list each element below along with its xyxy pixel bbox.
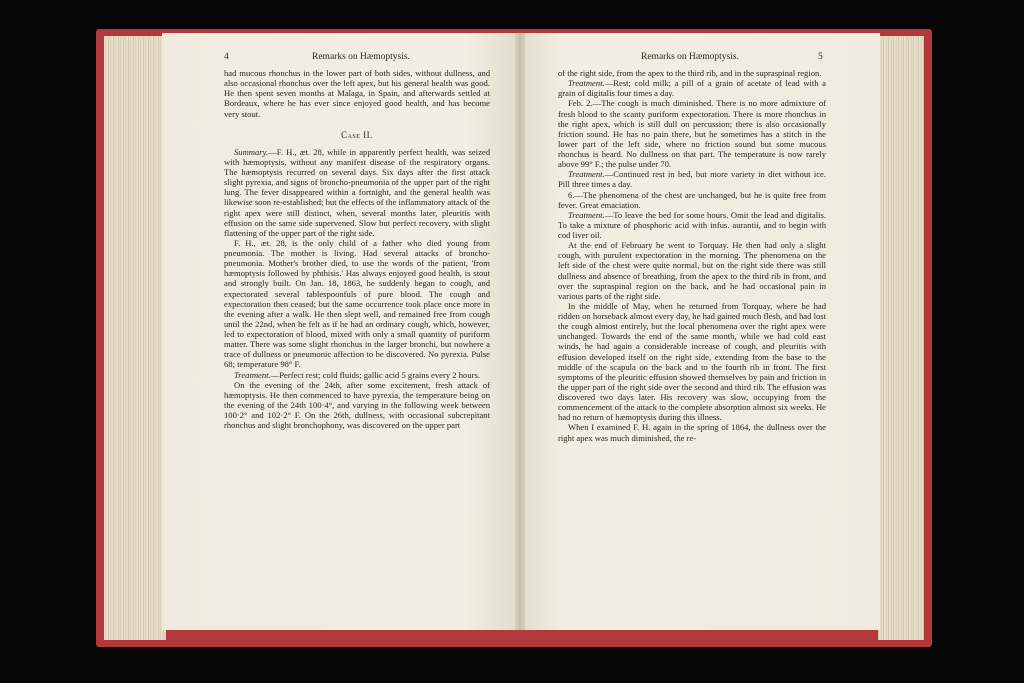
- paragraph: 6.—The phenomena of the chest are unchanged, but he is quite free from fever. Great emaciation.: [558, 189, 826, 210]
- left-running-title: Remarks on Hæmoptysis.: [312, 52, 410, 62]
- right-page-number: 5: [818, 52, 823, 62]
- summary-label: Summary.: [234, 146, 269, 157]
- treatment-label: Treatment.: [568, 78, 605, 89]
- treatment-text: —Rest; cold milk; a pill of a grain of acetate of lead with a grain of digitalis four times a day.: [558, 78, 826, 99]
- left-page-number: 4: [224, 52, 229, 62]
- summary-paragraph: [224, 147, 490, 238]
- left-page-body: [224, 68, 490, 430]
- right-page-body: [558, 68, 826, 443]
- treatment-label: Treatment.: [568, 209, 605, 220]
- book-gutter: [515, 33, 525, 630]
- paragraph: Feb. 2.—The cough is much diminished. There is no more admixture of fresh blood to the scanty puriform expectoration. There is more rhonchus in the right apex, which is still dull on percussion; there is also occasionally friction sound. He has no pain there, but he sometimes has a stitch in the lower part of the left side, where no friction sound but some mucous rhonchus is heard. No dullness on that part. The temperature is now rarely above 99° F.; the pulse under 70.: [558, 98, 826, 170]
- treatment-label: Treatment.: [234, 369, 271, 380]
- treatment-paragraph: [558, 169, 826, 189]
- treatment-paragraph: [224, 370, 490, 380]
- paragraph: had mucous rhonchus in the lower part of both sides, without dullness, and also occasional rhonchus over the left apex, but his general health was good. He then spent seven months at Malaga, in Spain, and afterwards settled at Bordeaux, where he has ever since enjoyed good health, and has become very stout.: [224, 68, 490, 119]
- treatment-paragraph: [558, 210, 826, 240]
- treatment-paragraph: [558, 78, 826, 98]
- treatment-text: —Perfect rest; cold fluids; gallic acid 5 grains every 2 hours.: [270, 369, 480, 380]
- case-heading: Case II.: [341, 129, 373, 140]
- paragraph: When I examined F. H. again in the spring of 1864, the dullness over the right apex was much diminished, the re-: [558, 422, 826, 443]
- paragraph: In the middle of May, when he returned from Torquay, where he had ridden on horseback almost every day, he had gained much flesh, and had lost the cough almost entirely, but the local phenomena over the right apex were unchanged. Towards the end of the same month, while we had cold east winds, he had again a considerable increase of cough, and pleuritis with effusion developed itself on the right side, extending from the base to the middle of the scapula on the back and to the fourth rib in front. The first symptoms of the pleuritic effusion showed themselves by pain and friction in the upper part of the right side over the second and third rib. The effusion was discovered two days later. His recovery was slow, occupying from the commencement of the attack to the complete absorption almost six weeks. He had no return of hæmoptysis during this illness.: [558, 300, 826, 423]
- paragraph: F. H., æt. 28, is the only child of a father who died young from pneumonia. The mother is living. Had several attacks of broncho-pneumonia. Mother's brother died, to use the words of the patient, 'from hæmoptysis followed by phthisis.' Has always enjoyed good health, is stout and strongly built. On Jan. 18, 1863, he suddenly began to cough, and expectorated several tablespoonfuls of pure blood. The cough and expectoration then ceased; but the same occurrence took place once more in the evening after a walk. He then slept well, and remained free from cough until the 22nd, when he felt as if he had an ordinary cough, which, however, led to expectoration of blood, mixed with only a small quantity of puriform matter. There was some slight rhonchus in the larger bronchi, but nowhere a trace of dullness or pneumonic affection to be discovered. No pyrexia. Pulse 68; temperature 98° F.: [224, 237, 490, 370]
- page-edges-left: [104, 36, 166, 640]
- paragraph: On the evening of the 24th, after some excitement, fresh attack of hæmoptysis. He then commenced to have pyrexia, the temperature being on the evening of the 24th 100·4°, and varying in the following week between 100·2° and 102·2° F. On the 26th, dullness, with occasional subcrepitant rhonchus and slight bronchophony, was discovered on the upper part: [224, 379, 490, 431]
- paragraph: At the end of February he went to Torquay. He then had only a slight cough, with purulent expectoration in the morning. The phenomena on the left side of the chest were quite normal, but on the right side there was still dullness and absence of breathing, from the apex to the third rib in front, and over the supraspinal region on the back, and he had occasional pain in various parts of the right side.: [558, 240, 826, 301]
- treatment-label: Treatment.: [568, 169, 605, 180]
- right-running-title: Remarks on Hæmoptysis.: [641, 52, 739, 62]
- treatment-text: —To leave the bed for some hours. Omit the lead and digitalis. To take a mixture of phosphoric acid with infus. aurantii, and to begin with cod liver oil.: [558, 209, 826, 240]
- summary-text: —F. H., æt. 28, while in apparently perfect health, was seized with hæmoptysis, without any manifest disease of the respiratory organs. The hæmoptysis recurred on several days. Six days after the first attack slight pyrexia, and signs of broncho-pneumonia of the upper part of the right lung. The fever disappeared within a fortnight, and the general health was likewise soon re-established; but the effects of the inflammatory attack of the right apex were still distinct, when, several months later, pleuritis with effusion on the same side supervened. Slow but perfect recovery, with slight flattening of the upper part of the right side.: [224, 146, 490, 238]
- page-edges-right: [878, 36, 924, 640]
- paragraph: of the right side, from the apex to the third rib, and in the supraspinal region.: [558, 68, 822, 78]
- treatment-text: —Continued rest in bed, but more variety in diet without ice. Pill three times a day.: [558, 169, 826, 190]
